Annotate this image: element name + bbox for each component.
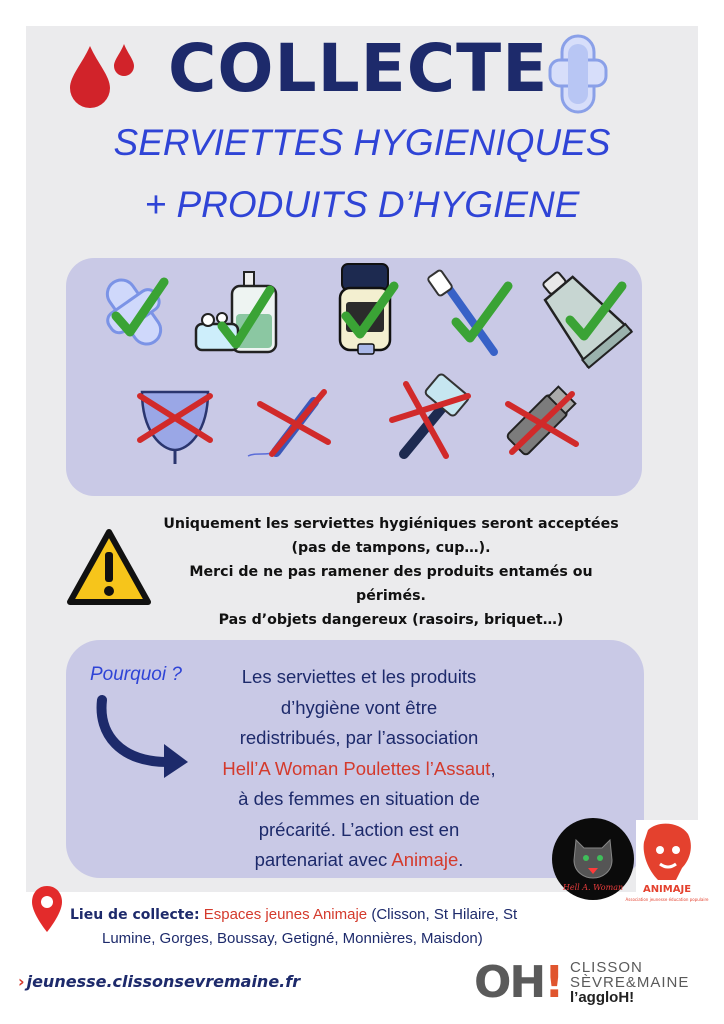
why-label: Pourquoi ? (90, 664, 182, 685)
tampon-icon (236, 384, 336, 464)
animaje-logo (625, 820, 709, 910)
agglo-mark-oh: OH (474, 957, 545, 1008)
why-explanation (196, 662, 522, 876)
curved-arrow-icon (90, 694, 194, 778)
subtitle-line-2: + PRODUITS D’HYGIENE (144, 184, 580, 225)
agglo-line-2: SÈVRE&MAINE (570, 974, 690, 991)
pad-icon (94, 272, 174, 352)
why-text-line-4-end: , (490, 757, 496, 779)
agglo-line-3: l’aggloH! (570, 989, 635, 1006)
agglo-wordmark (570, 960, 689, 1005)
location-label: Lieu de collecte: (70, 907, 200, 923)
warning-line-5: Pas d’objets dangereux (rasoirs, briquet…) (218, 612, 564, 628)
why-text-line-6: précarité. L’action est en (258, 818, 460, 840)
panther-icon (552, 818, 634, 900)
lighter-icon (498, 380, 582, 464)
location-pin-icon (30, 884, 64, 934)
partner-name: Animaje (391, 849, 459, 870)
deodorant-icon (334, 262, 400, 358)
why-text-line-1: Les serviettes et les produits (241, 666, 477, 687)
warning-line-4: périmés. (356, 588, 426, 604)
collection-location (70, 903, 590, 950)
warning-line-2: (pas de tampons, cup…). (291, 540, 491, 556)
location-details-line-2: Lumine, Gorges, Boussay, Getigné, Monnières, Maisdon) (102, 930, 483, 947)
hellawoman-logo-text: Hell A. Woman (562, 883, 624, 892)
animaje-tagline: Association jeunesse éducation populaire (625, 897, 709, 902)
sanitary-pad-icon (548, 34, 608, 114)
why-text-line-5: à des femmes en situation de (238, 788, 480, 809)
why-text-line-3: redistribués, par l’association (239, 727, 479, 748)
why-text-line-7-start: partenariat avec (254, 849, 392, 870)
agglo-mark-bang: ! (544, 957, 563, 1008)
warning-message (146, 512, 636, 632)
warning-line-3: Merci de ne pas ramener des produits entamés ou (189, 564, 593, 580)
location-details-line-1: (Clisson, St Hilaire, St (367, 906, 518, 923)
animaje-logo-text: ANIMAJE (642, 884, 692, 895)
why-text-line-7 (196, 845, 522, 876)
website-url: jeunesse.clissonsevremaine.fr (26, 972, 301, 991)
why-text-line-4 (196, 754, 522, 785)
toothbrush-icon (428, 266, 514, 358)
chevron-right-icon: › (18, 972, 25, 991)
clisson-sevre-maine-logo (474, 956, 704, 1014)
soap-icon (192, 268, 282, 358)
agglo-line-1: CLISSON (570, 959, 643, 976)
why-text-line-2: d’hygiène vont être (280, 696, 438, 718)
why-text-line-7-end: . (458, 849, 464, 870)
warning-line-1: Uniquement les serviettes hygiéniques seront acceptées (163, 516, 619, 532)
animaje-face-icon (625, 820, 709, 910)
razor-icon (384, 374, 474, 464)
blood-drops-icon (66, 36, 142, 112)
subtitle-line-1: SERVIETTES HYGIENIQUES (113, 122, 611, 163)
association-name: Hell’A Woman Poulettes l’Assaut (222, 757, 491, 779)
hellawoman-logo (552, 818, 634, 900)
agglo-mark (474, 958, 562, 1008)
location-place: Espaces jeunes Animaje (203, 906, 368, 923)
menstrual-cup-icon (132, 382, 218, 468)
website-link[interactable] (18, 972, 300, 991)
warning-icon (66, 528, 152, 608)
toothpaste-icon (534, 268, 630, 364)
page-title: COLLECTE (168, 30, 549, 107)
